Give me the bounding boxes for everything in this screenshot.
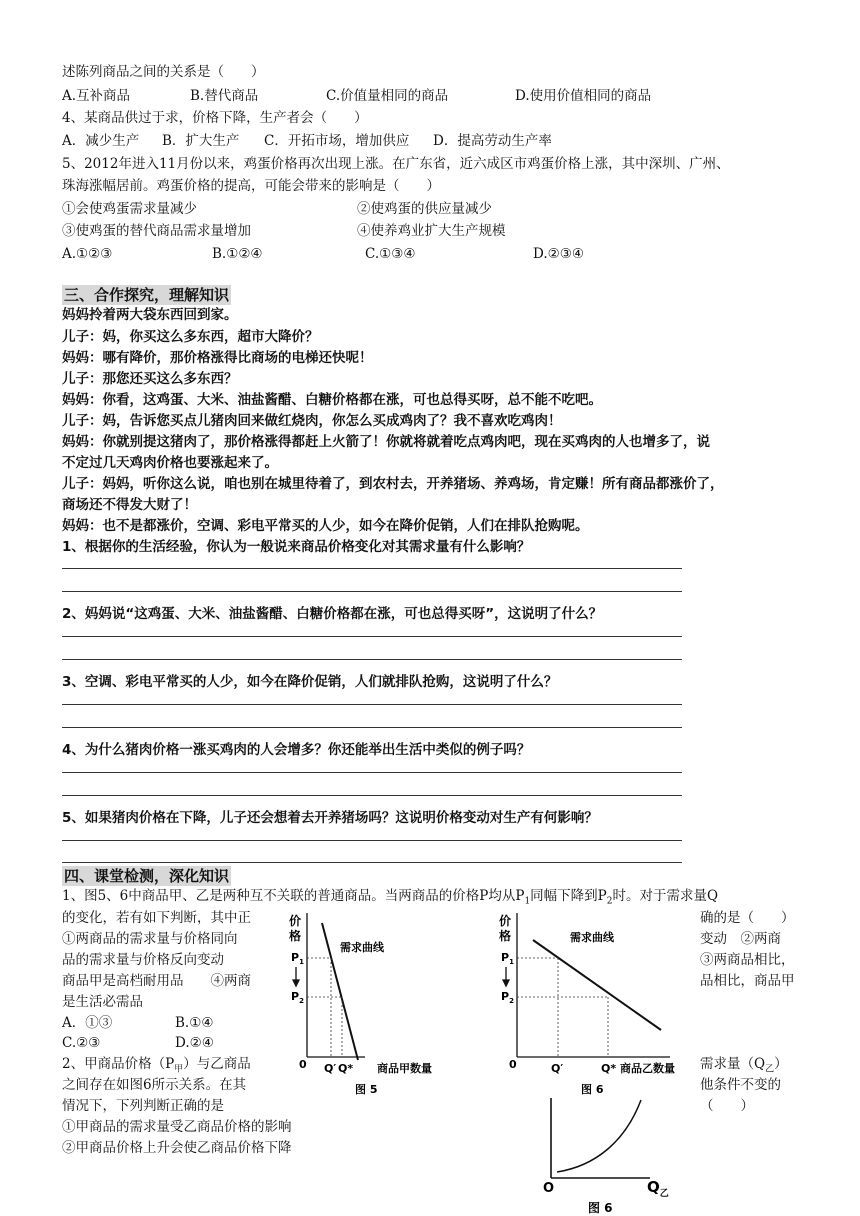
question-3-5: 5、如果猪肉价格在下降，儿子还会想着去开养猪场吗？这说明价格变动对生产有何影响？: [62, 810, 598, 826]
figure-6-down-arrow-icon: [503, 967, 509, 986]
figure-6-curve-label: 需求曲线: [570, 931, 614, 944]
figure-6-y-axis-label-line1: 价: [499, 914, 512, 928]
q3-stem-tail: 述陈列商品之间的关系是（ ）: [62, 64, 265, 80]
figure-6-demand-curve: [533, 940, 661, 1030]
figure-5-demand-chart: [285, 905, 445, 1105]
figure-6-p1-label: $P_1$: [501, 951, 514, 966]
figure-5-y-axis-label-line2: 格: [289, 929, 302, 943]
figure-5-caption: 图 5: [355, 1083, 378, 1096]
figure-5-down-arrow-icon: [293, 967, 299, 986]
q4-1-option-a: A．①③: [62, 1015, 113, 1031]
answer-line[interactable]: [62, 636, 682, 637]
q3-option-d: D.使用价值相同的商品: [515, 88, 652, 104]
dialogue-line-7: 妈妈：你就别提这猪肉了，那价格涨得都赶上火箭了！你就将就着吃点鸡肉吧，现在买鸡肉的人也增多了，说: [62, 434, 710, 450]
q4-stem: 4、某商品供过于求，价格下降，生产者会（ ）: [62, 110, 368, 126]
q4-1-stem-line6: 是生活必需品: [62, 994, 143, 1010]
dialogue-line-1: 妈妈拎着两大袋东西回到家。: [62, 307, 238, 323]
figure-6b-x-axis-label: $Q_乙$: [647, 1178, 669, 1199]
q4-1-stem-line3: ①两商品的需求量与价格同向: [62, 931, 238, 947]
figure-6b-origin: O: [543, 1181, 555, 1196]
figure-6-y-axis-label-line2: 格: [499, 929, 512, 943]
figure-5-y-axis-label-line1: 价: [289, 914, 302, 928]
question-3-2: 2、妈妈说“这鸡蛋、大米、油盐酱醋、白糖价格都在涨，可也总得买呀”，这说明了什么？: [62, 606, 603, 622]
question-3-3: 3、空调、彩电平常买的人少，如今在降价促销，人们就排队抢购，这说明了什么？: [62, 674, 558, 690]
q4-1-stem-line2: 的变化，若有如下判断，其中正: [62, 910, 251, 926]
q3-option-c: C.价值量相同的商品: [326, 88, 449, 104]
q4-1-stem-right4: 品相比，商品甲: [700, 973, 795, 989]
answer-line[interactable]: [62, 772, 682, 773]
dialogue-line-10: 商场还不得发大财了！: [62, 497, 197, 513]
dialogue-line-3: 妈妈：哪有降价，那价格涨得比商场的电梯还快呢！: [62, 350, 373, 366]
dialogue-line-6: 儿子：妈，告诉您买点儿猪肉回来做红烧肉，你怎么买成鸡肉了？我不喜欢吃鸡肉！: [62, 413, 562, 429]
section-heading-3: 三、合作探究，理解知识: [64, 286, 230, 304]
q5-stem-line1: 5、2012年进入11月份以来，鸡蛋价格再次出现上涨。在广东省，近六成区市鸡蛋价格上涨，其中深圳、广州、: [62, 156, 730, 172]
figure-5-q-prime: Q′: [324, 1062, 337, 1075]
answer-line[interactable]: [62, 568, 682, 569]
q4-2-stem-line2: 之间存在如图6所示关系。在其: [62, 1077, 247, 1093]
figure-5-origin: 0: [299, 1058, 307, 1071]
figure-6b-price-quantity-chart: [535, 1092, 685, 1216]
q4-option-c: C．开拓市场，增加供应: [264, 133, 410, 149]
q4-2-stem-right3: （ ）: [700, 1098, 754, 1114]
figure-6-x-axis-label: 商品乙数量: [620, 1062, 675, 1075]
q5-item-2: ②使鸡蛋的供应量减少: [357, 201, 492, 217]
q4-option-b: B．扩大生产: [162, 133, 240, 149]
q5-stem-line2: 珠海涨幅居前。鸡蛋价格的提高，可能会带来的影响是（ ）: [62, 178, 440, 194]
figure-5-curve-label: 需求曲线: [340, 941, 384, 954]
dialogue-line-5: 妈妈：你看，这鸡蛋、大米、油盐酱醋、白糖价格都在涨，可也总得买呀，总不能不吃吧。: [62, 392, 602, 408]
dialogue-line-4: 儿子：那您还买这么多东西？: [62, 371, 238, 387]
q4-1-stem-line4: 品的需求量与价格反向变动: [62, 952, 224, 968]
q5-item-4: ④使养鸡业扩大生产规模: [357, 223, 506, 239]
figure-6b-caption: 图 6: [588, 1201, 613, 1215]
q4-1-stem-right1: 确的是（ ）: [700, 910, 795, 926]
q4-2-stem-right1: 需求量$(Q_乙)$: [700, 1056, 788, 1075]
figure-6b-curve: [557, 1100, 641, 1172]
dialogue-line-8: 不定过几天鸡肉价格也要涨起来了。: [62, 455, 278, 471]
q4-2-stem-line3: 情况下，下列判断正确的是: [62, 1098, 224, 1114]
q4-1-option-b: B.①④: [175, 1015, 214, 1031]
q4-1-stem-line5: 商品甲是高档耐用品 ④两商: [62, 973, 251, 989]
figure-5-x-axis-label: 商品甲数量: [377, 1062, 432, 1075]
q5-item-3: ③使鸡蛋的替代商品需求量增加: [62, 223, 251, 239]
figure-6-origin: 0: [509, 1058, 517, 1071]
q4-2-stem-right2: 他条件不变的: [700, 1077, 781, 1093]
question-3-4: 4、为什么猪肉价格一涨买鸡肉的人会增多？你还能举出生活中类似的例子吗？: [62, 742, 531, 758]
answer-line[interactable]: [62, 840, 682, 841]
answer-line[interactable]: [62, 727, 682, 728]
answer-line[interactable]: [62, 795, 682, 796]
q4-2-item-2: ②甲商品价格上升会使乙商品价格下降: [62, 1140, 292, 1156]
answer-line[interactable]: [62, 862, 682, 863]
figure-6-demand-chart: [495, 905, 695, 1105]
figure-5-p1-label: $P_1$: [291, 951, 304, 966]
figure-6-q-prime: Q′: [551, 1062, 564, 1075]
q5-option-c: C.①③④: [365, 246, 416, 262]
q5-option-d: D.②③④: [533, 246, 584, 262]
answer-line[interactable]: [62, 591, 682, 592]
q3-option-a: A.互补商品: [62, 88, 131, 104]
answer-line[interactable]: [62, 659, 682, 660]
q4-1-stem-right2: 变动 ②两商: [700, 931, 781, 947]
dialogue-line-11: 妈妈：也不是都涨价，空调、彩电平常买的人少，如今在降价促销，人们在排队抢购呢。: [62, 518, 589, 534]
q4-option-d: D．提高劳动生产率: [433, 133, 552, 149]
q4-option-a: A．减少生产: [62, 133, 140, 149]
q4-1-option-d: D.②④: [175, 1035, 214, 1051]
q4-2-item-1: ①甲商品的需求量受乙商品价格的影响: [62, 1119, 292, 1135]
figure-6-caption: 图 6: [581, 1083, 604, 1096]
q4-1-option-c: C.②③: [62, 1035, 101, 1051]
section-heading-4: 四、课堂检测，深化知识: [64, 867, 230, 885]
figure-5-p2-label: $P_2$: [291, 990, 304, 1005]
q4-1-stem-right3: ③两商品相比，: [700, 952, 795, 968]
figure-6-q-star: Q*: [601, 1062, 617, 1075]
dialogue-line-9: 儿子：妈妈，听你这么说，咱也别在城里待着了，到农村去，开养猪场、养鸡场，肯定赚！所有商品都涨价了，: [62, 476, 724, 492]
q5-item-1: ①会使鸡蛋需求量减少: [62, 201, 197, 217]
q4-2-stem-line1: 2、甲商品价格$(P_甲)$与乙商品: [62, 1056, 251, 1075]
q4-1-stem-line1: 1、图5、6中商品甲、乙是两种互不关联的普通商品。当两商品的价格P均从$P_1$同幅下降到$P_2$时。对于需求量Q: [62, 888, 719, 907]
dialogue-line-2: 儿子：妈，你买这么多东西，超市大降价？: [62, 329, 319, 345]
q5-option-a: A.①②③: [62, 246, 113, 262]
figure-5-q-star: Q*: [338, 1062, 354, 1075]
question-3-1: 1、根据你的生活经验，你认为一般说来商品价格变化对其需求量有什么影响？: [62, 539, 531, 555]
figure-5-axes: [307, 913, 365, 1057]
figure-6b-axes: [551, 1098, 650, 1178]
answer-line[interactable]: [62, 704, 682, 705]
q3-option-b: B.替代商品: [190, 88, 259, 104]
q5-option-b: B.①②④: [212, 246, 263, 262]
figure-6-p2-label: $P_2$: [501, 990, 514, 1005]
